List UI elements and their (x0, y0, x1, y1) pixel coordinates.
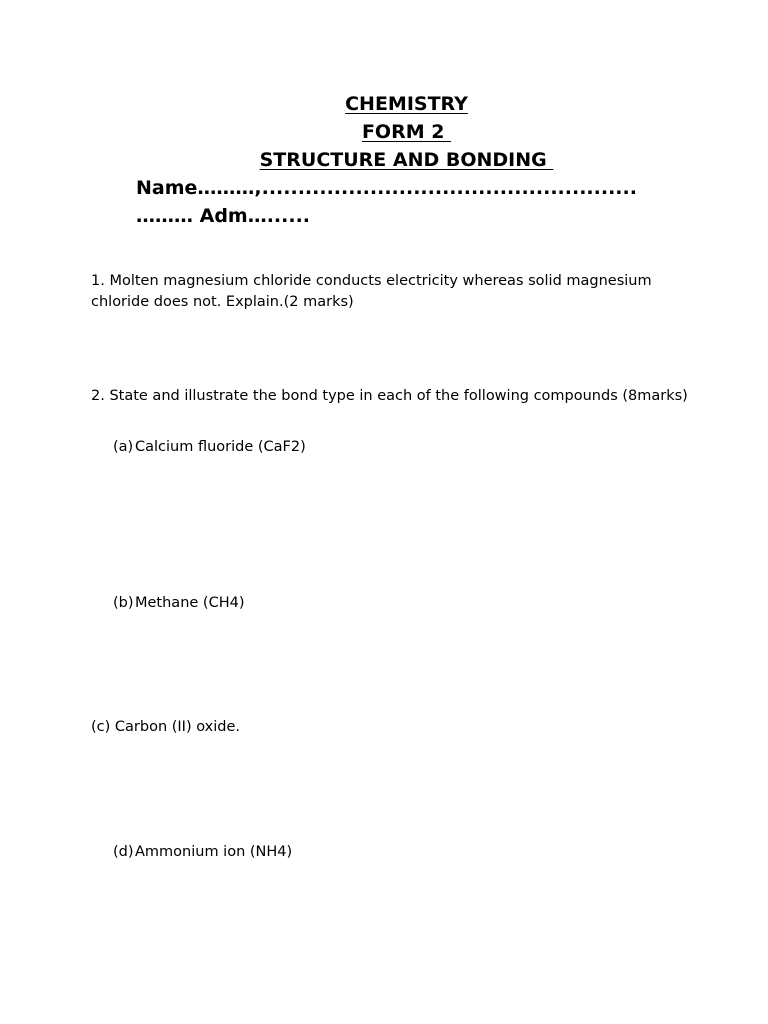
question-2d-text: Ammonium ion (NH4) (135, 844, 293, 860)
question-2d (113, 842, 292, 863)
question-2a-marker: (a) (113, 439, 134, 455)
question-2a (113, 437, 306, 458)
question-2b-text: Methane (CH4) (135, 595, 245, 611)
adm-field-line: ……… Adm…...... (136, 205, 311, 227)
question-2c-text: (c) Carbon (II) oxide. (91, 719, 240, 735)
question-2b (113, 593, 244, 614)
subject-title: CHEMISTRY (345, 93, 468, 115)
question-2b-marker: (b) (113, 595, 134, 611)
question-2a-text: Calcium fluoride (CaF2) (135, 439, 306, 455)
question-2c (91, 717, 240, 738)
question-2: 2. State and illustrate the bond type in each of the following compounds (8marks) (91, 388, 688, 404)
name-field-line: Name………,.................................................... (136, 177, 637, 199)
question-2d-marker: (d) (113, 844, 134, 860)
question-1: 1. Molten magnesium chloride conducts electricity whereas solid magnesium chloride does not. Explain.(2 marks) (91, 273, 652, 310)
form-title: FORM 2 (361, 121, 452, 143)
topic-title: STRUCTURE AND BONDING (259, 149, 554, 171)
